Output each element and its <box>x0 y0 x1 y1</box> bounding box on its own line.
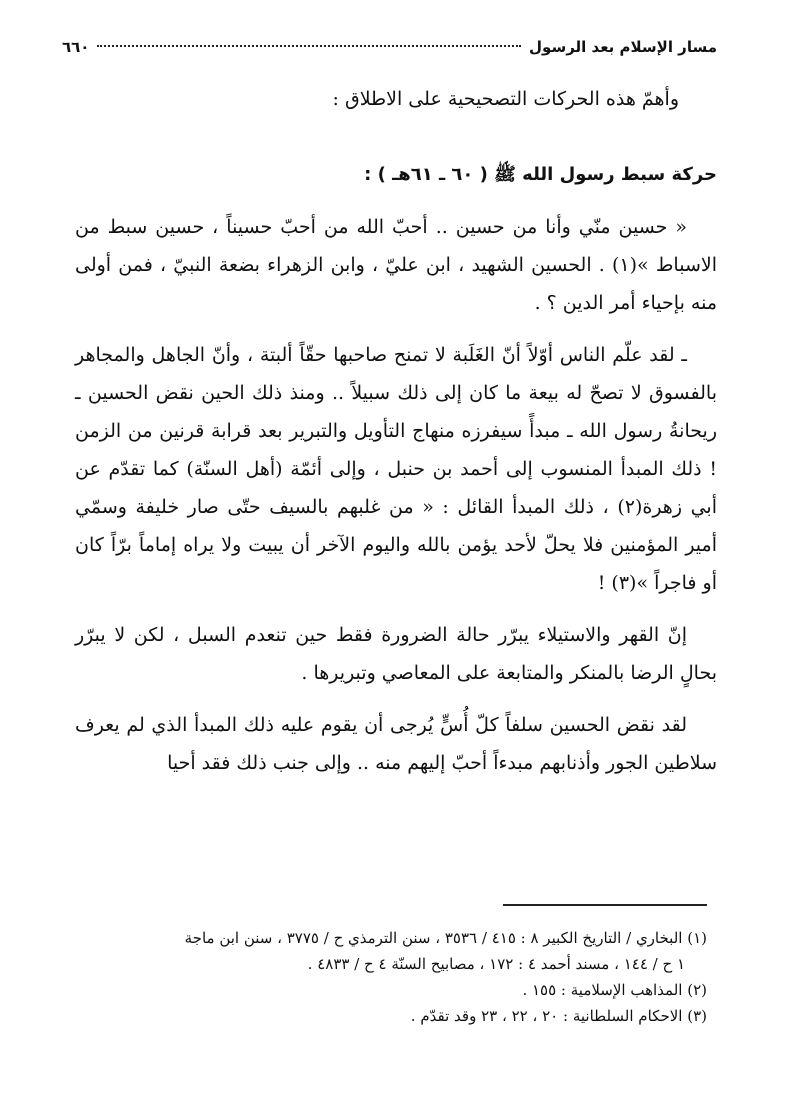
section-heading: حركة سبط رسول الله ﷺ ( ٦٠ ـ ٦١هـ ) : <box>364 164 717 185</box>
body-text <box>75 80 717 782</box>
intro-line: وأهمّ هذه الحركات التصحيحية على الاطلاق : <box>332 88 679 110</box>
footnote-1-line-2: ١ ح / ١٤٤ ، مسند أحمد ٤ : ١٧٢ ، مصابيح السنّة ٤ ح / ٤٨٣٣ . <box>307 955 685 973</box>
paragraph-2: ـ لقد علّم الناس أوّلاً أنّ الغَلَبة لا تمنح صاحبها حقّاً ألبتة ، وأنّ الجاهل والمجاهر بالفسوق لا تصحّ له بيعة ما كان إلى ذلك سبيلاً .. ومنذ ذلك الحين نقض الحسين ـ ريحانةُ رسول الله ـ مبدأً سيفرزه منهاج التأويل والتبرير بعد قرابة قرنين من الزمن ! ذلك المبدأ المنسوب إلى أحمد بن حنبل ، وإلى أئمّة (أهل السنّة) كما تقدّم عن أبي زهرة(٢) ، ذلك المبدأ القائل : « من غلبهم بالسيف حتّى صار خليفة وسمّي أمير المؤمنين فلا يحلّ لأحد يؤمن بالله واليوم الآخر أن يبيت ولا يراه إماماً برّاً كان أو فاجراً »(٣) ! <box>75 344 717 594</box>
running-title: مسار الإسلام بعد الرسول <box>529 38 717 56</box>
paragraph-3: إنّ القهر والاستيلاء يبرّر حالة الضرورة فقط حين تنعدم السبل ، لكن لا يبرّر بحالٍ الرضا بالمنكر والمتابعة على المعاصي وتبريرها . <box>75 624 717 684</box>
footnotes <box>75 925 707 1029</box>
running-header <box>62 34 717 60</box>
footnote-3: (٣) الاحكام السلطانية : ٢٠ ، ٢٢ ، ٢٣ وقد تقدّم . <box>410 1007 707 1025</box>
footnote-1-line-1: (١) البخاري / التاريخ الكبير ٨ : ٤١٥ / ٣٥٣٦ ، سنن الترمذي ح / ٣٧٧٥ ، سنن ابن ماجة <box>184 929 707 947</box>
paragraph-4: لقد نقض الحسين سلفاً كلّ أُسٍّ يُرجى أن يقوم عليه ذلك المبدأ الذي لم يعرف سلاطين الجور وأذنابهم مبدءاً أحبّ إليهم منه .. وإلى جنب ذلك فقد أحيا <box>75 714 717 774</box>
page-number: ٦٦٠ <box>62 38 90 56</box>
footnote-2: (٢) المذاهب الإسلامية : ١٥٥ . <box>522 981 707 999</box>
footnote-separator <box>503 904 707 906</box>
header-dot-leader <box>97 44 521 47</box>
paragraph-1: « حسين منّي وأنا من حسين .. أحبّ الله من أحبّ حسيناً ، حسين سبط من الاسباط »(١) . الحسين الشهيد ، ابن عليّ ، وابن الزهراء بضعة النبيّ ، فمن أولى منه بإحياء أمر الدين ؟ . <box>75 216 717 314</box>
